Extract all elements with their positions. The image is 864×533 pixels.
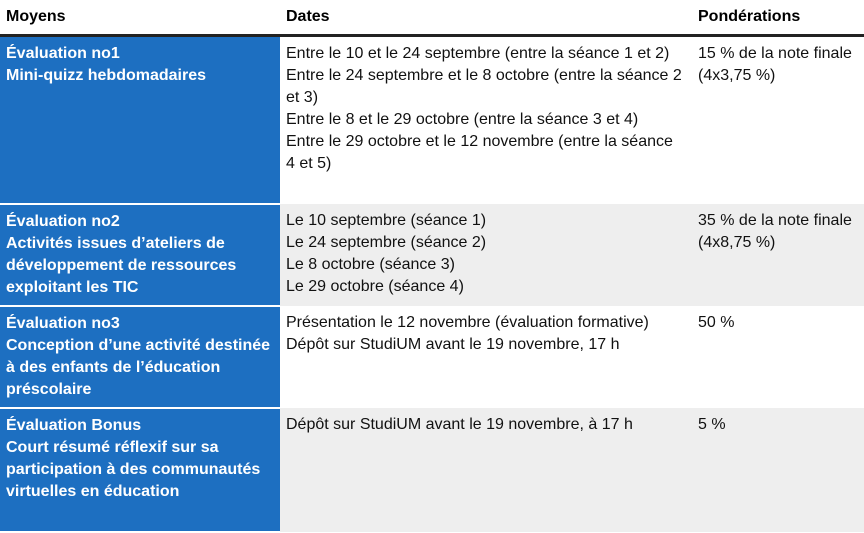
- table-row: [0, 306, 864, 408]
- moyen-description: Mini-quizz hebdomadaires: [6, 67, 207, 84]
- moyen-cell: [0, 204, 280, 306]
- dates-cell: [280, 306, 692, 408]
- ponderation-detail: (4x3,75 %): [698, 67, 776, 84]
- date-item: Présentation le 12 novembre (évaluation formative): [286, 314, 649, 331]
- ponderation-cell: [692, 36, 864, 205]
- moyen-cell: [0, 306, 280, 408]
- moyen-cell: [0, 408, 280, 532]
- header-dates: Dates: [280, 0, 692, 36]
- date-item: Entre le 29 octobre et le 12 novembre (entre la séance 4 et 5): [286, 133, 673, 172]
- ponderation-value: 50 %: [698, 314, 735, 331]
- ponderation-cell: [692, 306, 864, 408]
- ponderation-value: 15 % de la note finale: [698, 45, 852, 62]
- date-item: Entre le 8 et le 29 octobre (entre la séance 3 et 4): [286, 111, 639, 128]
- moyen-title: Évaluation no3: [6, 315, 120, 332]
- date-item: Le 10 septembre (séance 1): [286, 212, 487, 229]
- date-item: Entre le 10 et le 24 septembre (entre la séance 1 et 2): [286, 45, 670, 62]
- moyen-description: Court résumé réflexif sur sa participation à des communautés virtuelles en éducation: [6, 439, 261, 500]
- moyen-title: Évaluation no2: [6, 213, 120, 230]
- header-moyens: Moyens: [0, 0, 280, 36]
- moyen-cell: [0, 36, 280, 205]
- moyen-description: Conception d’une activité destinée à des enfants de l’éducation préscolaire: [6, 337, 271, 398]
- dates-cell: [280, 408, 692, 532]
- dates-cell: [280, 204, 692, 306]
- ponderation-value: 35 % de la note finale: [698, 212, 852, 229]
- date-item: Dépôt sur StudiUM avant le 19 novembre, à 17 h: [286, 416, 633, 433]
- table-row: [0, 204, 864, 306]
- moyen-title: Évaluation no1: [6, 45, 120, 62]
- header-ponderations: Pondérations: [692, 0, 864, 36]
- ponderation-value: 5 %: [698, 416, 726, 433]
- ponderation-detail: (4x8,75 %): [698, 234, 776, 251]
- ponderation-cell: [692, 204, 864, 306]
- date-item: Le 8 octobre (séance 3): [286, 256, 455, 273]
- dates-cell: [280, 36, 692, 205]
- header-row: [0, 0, 864, 36]
- moyen-title: Évaluation Bonus: [6, 417, 142, 434]
- table-row: [0, 36, 864, 205]
- date-item: Le 24 septembre (séance 2): [286, 234, 487, 251]
- date-item: Dépôt sur StudiUM avant le 19 novembre, 17 h: [286, 336, 620, 353]
- date-item: Entre le 24 septembre et le 8 octobre (entre la séance 2 et 3): [286, 67, 682, 106]
- ponderation-cell: [692, 408, 864, 532]
- table-row: [0, 408, 864, 532]
- date-item: Le 29 octobre (séance 4): [286, 278, 464, 295]
- moyen-description: Activités issues d’ateliers de développement de ressources exploitant les TIC: [6, 235, 237, 296]
